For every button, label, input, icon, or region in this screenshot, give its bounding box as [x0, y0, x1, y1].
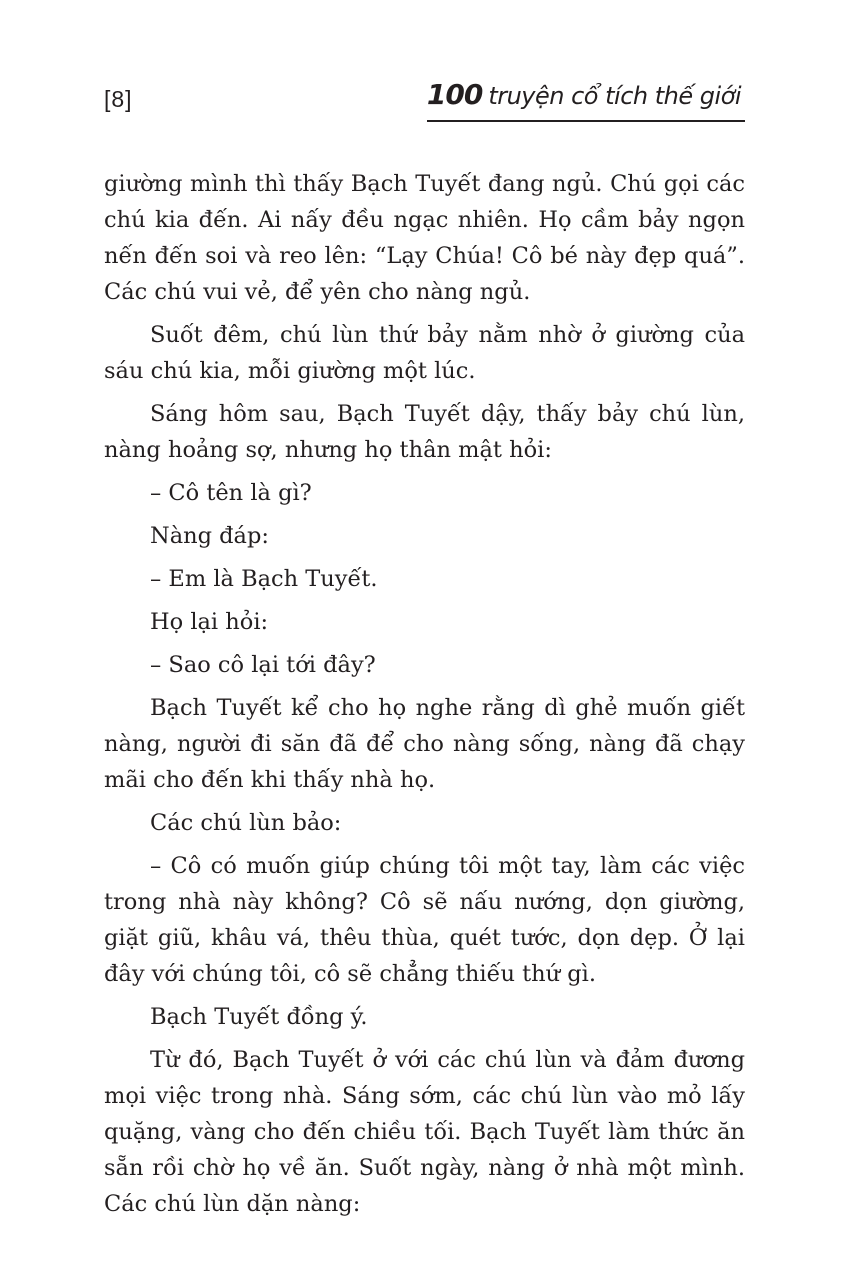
- paragraph: Họ lại hỏi:: [150, 609, 269, 635]
- dialogue-line: – Sao cô lại tới đây?: [150, 652, 376, 678]
- paragraph: Bạch Tuyết đồng ý.: [150, 1004, 368, 1030]
- book-title-number: 100: [426, 78, 483, 111]
- book-title: [427, 78, 745, 122]
- paragraph: Từ đó, Bạch Tuyết ở với các chú lùn và đảm đương mọi việc trong nhà. Sáng sớm, các chú lùn vào mỏ lấy quặng, vàng cho đến chiều tối. Bạch Tuyết làm thức ăn sẵn rồi chờ họ về ăn. Suốt ngày, nàng ở nhà một mình. Các chú lùn dặn nàng:: [104, 1047, 745, 1217]
- paragraph: Sáng hôm sau, Bạch Tuyết dậy, thấy bảy chú lùn, nàng hoảng sợ, nhưng họ thân mật hỏi:: [104, 401, 745, 463]
- dialogue-line: – Cô tên là gì?: [150, 480, 312, 506]
- dialogue-line: – Em là Bạch Tuyết.: [150, 566, 378, 592]
- paragraph: giường mình thì thấy Bạch Tuyết đang ngủ. Chú gọi các chú kia đến. Ai nấy đều ngạc nhiên. Họ cầm bảy ngọn nến đến soi và reo lên: “Lạy Chúa! Cô bé này đẹp quá”. Các chú vui vẻ, để yên cho nàng ngủ.: [104, 171, 745, 305]
- book-title-text: truyện cổ tích thế giới: [488, 82, 741, 110]
- paragraph: Suốt đêm, chú lùn thứ bảy nằm nhờ ở giường của sáu chú kia, mỗi giường một lúc.: [104, 322, 745, 384]
- paragraph: Nàng đáp:: [150, 523, 269, 549]
- dialogue-line: – Cô có muốn giúp chúng tôi một tay, làm các việc trong nhà này không? Cô sẽ nấu nướng, dọn giường, giặt giũ, khâu vá, thêu thùa, quét tước, dọn dẹp. Ở lại đây với chúng tôi, cô sẽ chẳng thiếu thứ gì.: [104, 853, 745, 987]
- body-text: [104, 166, 745, 1229]
- paragraph: Bạch Tuyết kể cho họ nghe rằng dì ghẻ muốn giết nàng, người đi săn đã để cho nàng sống, nàng đã chạy mãi cho đến khi thấy nhà họ.: [104, 695, 745, 793]
- page-number: [8]: [104, 86, 133, 112]
- paragraph: Các chú lùn bảo:: [150, 810, 342, 836]
- page-header: [104, 78, 745, 122]
